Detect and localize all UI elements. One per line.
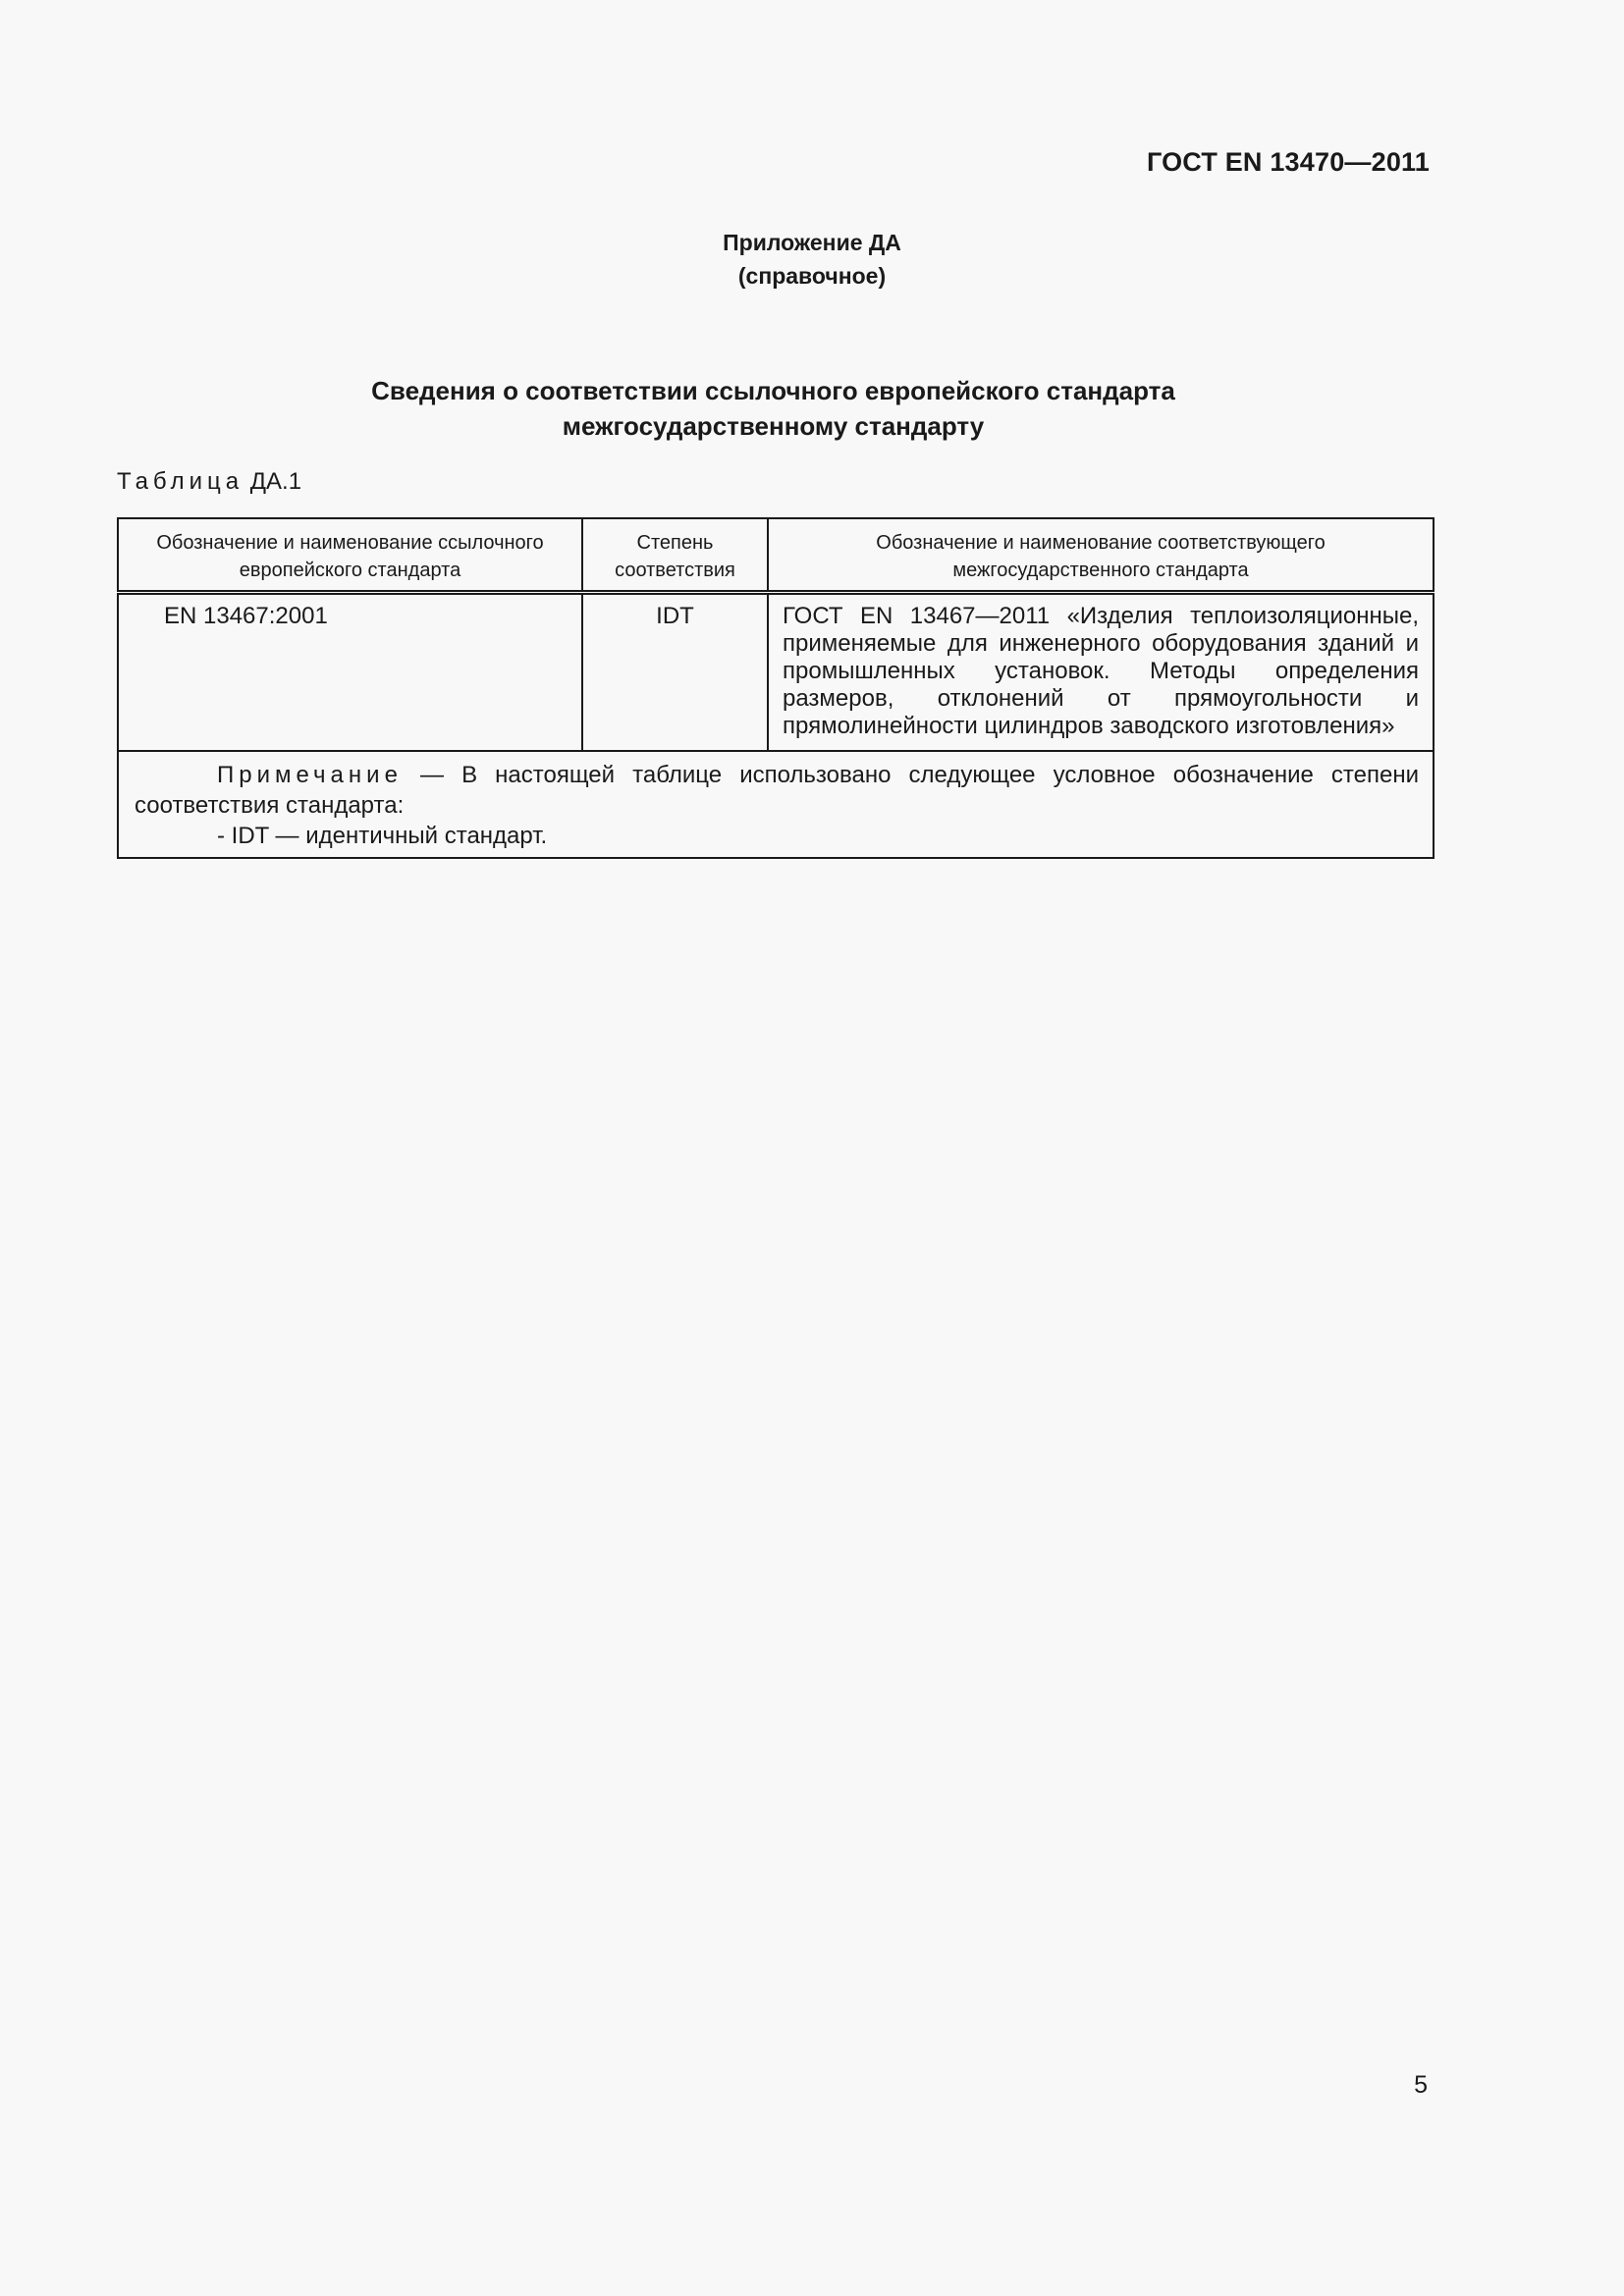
table-note xyxy=(118,751,1434,858)
header-degree-of-correspondence: Степень соответствия xyxy=(582,518,768,593)
page-number: 5 xyxy=(1414,2071,1428,2099)
table-label-word: Таблица xyxy=(117,468,244,495)
correspondence-table-wrapper xyxy=(117,517,1433,859)
appendix-heading xyxy=(0,226,1624,293)
table-label xyxy=(117,468,301,496)
note-text: — В настоящей таблице использовано следующее условное обозначение степени соответствия стандарта: xyxy=(135,762,1419,819)
cell-reference-standard: EN 13467:2001 xyxy=(118,593,582,752)
table-header-row xyxy=(118,518,1434,593)
correspondence-table xyxy=(117,517,1435,859)
cell-degree: IDT xyxy=(582,593,768,752)
cell-interstate-standard: ГОСТ EN 13467—2011 «Изделия теплоизоляционные, применяемые для инженерного оборудования зданий и промышленных установок. Методы определения размеров, отклонений от прямоугольности и прямолинейности цилиндров заводского изготовления» xyxy=(768,593,1434,752)
document-code: ГОСТ EN 13470—2011 xyxy=(1146,147,1430,177)
header-reference-standard: Обозначение и наименование ссылочного европейского стандарта xyxy=(118,518,582,593)
appendix-subtitle: (справочное) xyxy=(737,263,887,289)
appendix-title: Приложение ДА xyxy=(723,230,901,255)
table-row xyxy=(118,593,1434,752)
section-title-line-1: Сведения о соответствии ссылочного европейского стандарта xyxy=(371,376,1175,405)
table-label-number: ДА.1 xyxy=(249,468,302,495)
note-label: Примечание xyxy=(217,762,403,788)
table-note-row xyxy=(118,751,1434,858)
section-title-line-2: межгосударственному стандарту xyxy=(562,411,985,441)
header-interstate-standard: Обозначение и наименование соответствующего межгосударственного стандарта xyxy=(768,518,1434,593)
note-item: - IDT — идентичный стандарт. xyxy=(217,823,548,849)
section-title xyxy=(0,373,1546,444)
